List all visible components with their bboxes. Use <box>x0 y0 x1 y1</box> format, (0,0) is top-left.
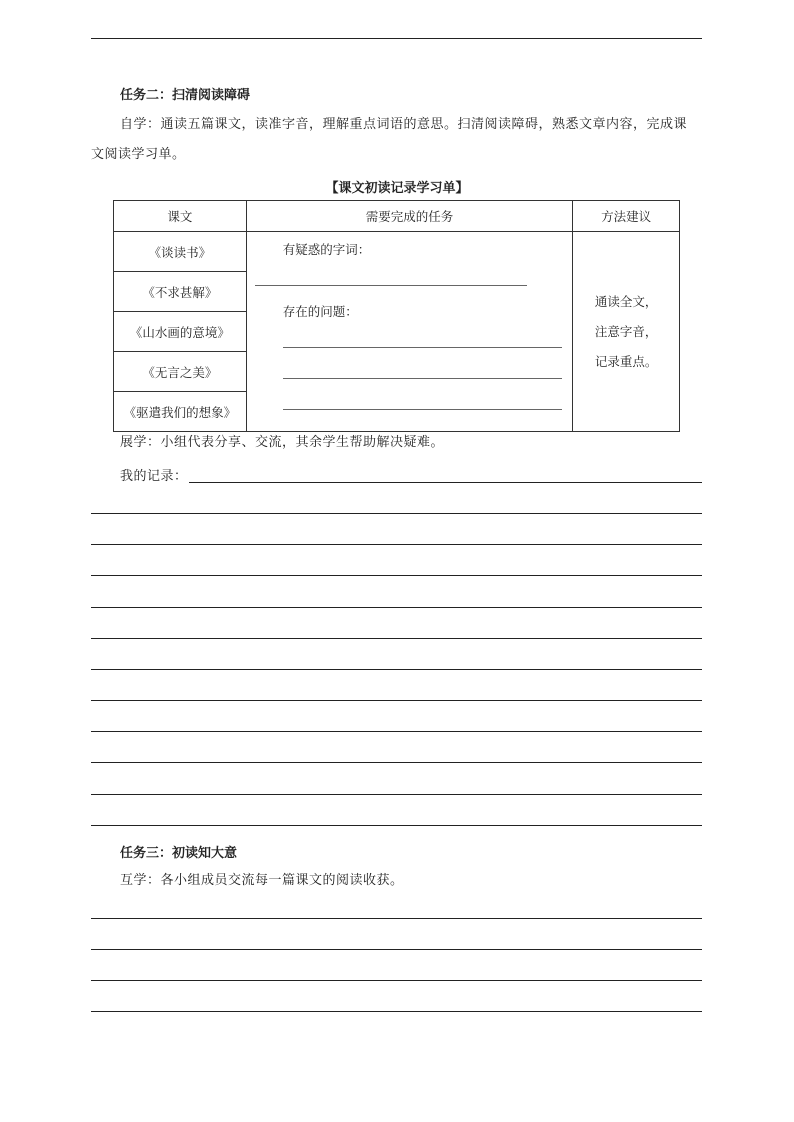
lesson-cell: 《谈读书》 <box>114 232 247 272</box>
method-line: 通读全文， <box>594 293 658 309</box>
record-line[interactable] <box>91 700 702 701</box>
lesson-cell: 《山水画的意境》 <box>114 312 247 352</box>
record-line[interactable] <box>189 482 702 483</box>
self-study-line1: 自学：通读五篇课文，读准字音，理解重点词语的意思。扫清阅读障碍，熟悉文章内容，完成课 <box>120 117 688 132</box>
record-line[interactable] <box>91 607 702 608</box>
record-line[interactable] <box>91 762 702 763</box>
record-line[interactable] <box>91 731 702 732</box>
record-line[interactable] <box>91 513 702 514</box>
record-line[interactable] <box>91 544 702 545</box>
notes-line[interactable] <box>91 918 702 919</box>
record-line[interactable] <box>91 669 702 670</box>
questions-label: 存在的问题： <box>282 304 358 319</box>
task3-title: 任务三：初读知大意 <box>120 846 238 861</box>
table-header-row <box>114 201 680 232</box>
lesson-cell: 《无言之美》 <box>114 352 247 392</box>
answer-line[interactable] <box>283 409 562 410</box>
header-rule <box>91 38 702 39</box>
table-row <box>114 232 680 272</box>
notes-line[interactable] <box>91 1011 702 1012</box>
header-task: 需要完成的任务 <box>246 201 572 232</box>
header-lesson: 课文 <box>114 201 247 232</box>
record-line[interactable] <box>91 638 702 639</box>
answer-line[interactable] <box>283 378 562 379</box>
reading-record-table <box>113 200 680 432</box>
task2-title: 任务二：扫清阅读障碍 <box>120 88 251 103</box>
doubt-words-label: 有疑惑的字词： <box>282 242 371 257</box>
self-study-line2: 文阅读学习单。 <box>91 147 186 162</box>
answer-line[interactable] <box>255 285 527 286</box>
show-study-text: 展学：小组代表分享、交流，其余学生帮助解决疑难。 <box>120 435 445 450</box>
sheet-title: 【课文初读记录学习单】 <box>325 181 469 196</box>
method-line: 注意字音， <box>594 323 658 339</box>
mutual-study-text: 互学：各小组成员交流每一篇课文的阅读收获。 <box>120 873 404 888</box>
lesson-cell: 《不求甚解》 <box>114 272 247 312</box>
notes-line[interactable] <box>91 980 702 981</box>
record-label: 我的记录： <box>120 469 188 484</box>
record-line[interactable] <box>91 575 702 576</box>
notes-line[interactable] <box>91 949 702 950</box>
record-line[interactable] <box>91 794 702 795</box>
task-cell <box>246 232 572 432</box>
answer-line[interactable] <box>283 347 562 348</box>
method-line: 记录重点。 <box>594 353 658 369</box>
lesson-cell: 《驱遣我们的想象》 <box>114 392 247 432</box>
header-method: 方法建议 <box>573 201 680 232</box>
record-line[interactable] <box>91 825 702 826</box>
method-cell <box>573 232 680 432</box>
